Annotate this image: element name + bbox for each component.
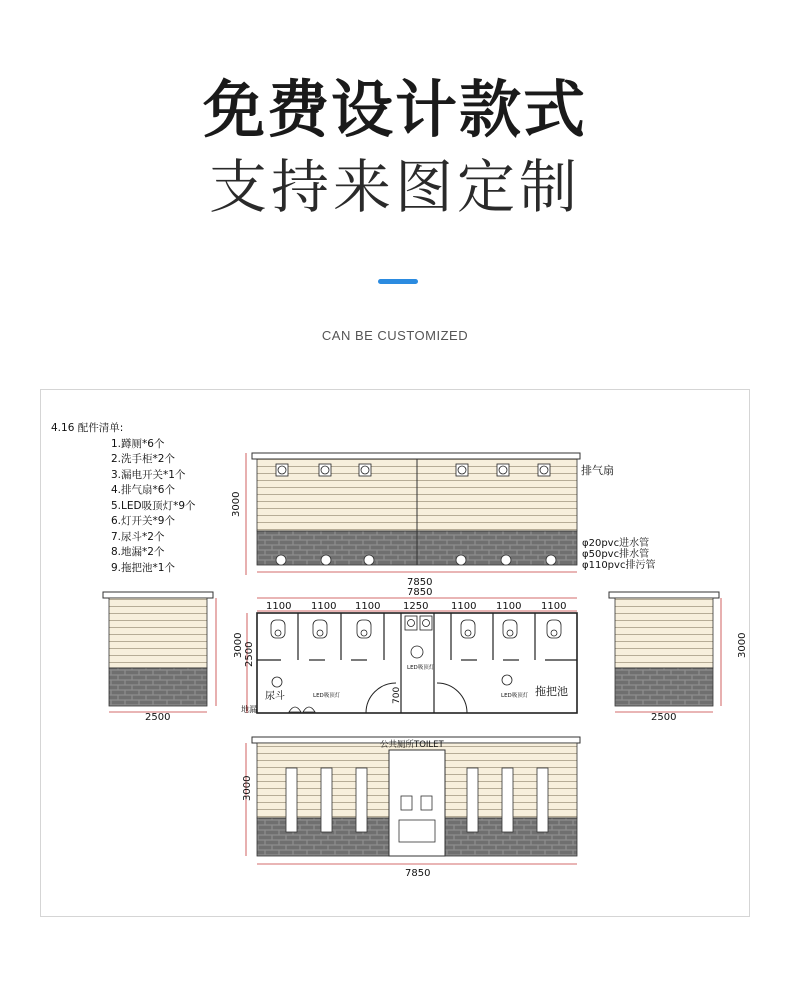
parts-list-title: 4.16 配件清单: <box>51 422 124 434</box>
page-title: 免费设计款式 <box>202 73 587 146</box>
exhaust-fan-label: 排气扇 <box>581 464 614 477</box>
parts-list <box>51 421 196 576</box>
front-elevation <box>231 453 655 588</box>
toilet-sign: 公共厕所TOILET <box>380 740 444 750</box>
parts-item: 5.LED吸顶灯*9个 <box>111 499 196 512</box>
side-elevation-left <box>103 592 244 723</box>
tagline: CAN BE CUSTOMIZED <box>321 328 469 343</box>
plan-seg-2: 1100 <box>311 601 337 612</box>
side-right-height-dim: 3000 <box>737 632 748 658</box>
accent-bar <box>378 279 418 284</box>
plan-depth-dim: 2500 <box>244 641 255 667</box>
led-light-label-2: LED吸顶灯 <box>313 693 341 699</box>
pipe-in-label: φ20pvc进水管 <box>582 538 650 549</box>
plan-total-dim: 7850 <box>407 587 433 598</box>
plan-seg-7: 1100 <box>541 601 567 612</box>
front-height-dim: 3000 <box>231 491 242 517</box>
floor-plan <box>241 587 577 714</box>
side-elevation-right <box>609 592 748 723</box>
parts-item: 8.地漏*2个 <box>111 546 165 558</box>
back-width-dim: 7850 <box>405 868 431 879</box>
urinal-label: 尿斗 <box>265 691 285 702</box>
parts-item: 4.排气扇*6个 <box>111 484 175 496</box>
back-elevation <box>242 737 580 879</box>
pipe-sewage-label: φ110pvc排污管 <box>582 560 656 571</box>
plan-seg-1: 1100 <box>266 601 292 612</box>
led-light-label-1: LED吸顶灯 <box>407 665 435 671</box>
parts-item: 2.洗手柜*2个 <box>111 453 175 465</box>
plan-seg-5: 1100 <box>451 601 477 612</box>
door-width-dim: 700 <box>392 686 402 704</box>
parts-item: 3.漏电开关*1个 <box>111 468 186 481</box>
led-light-label-3: LED吸顶灯 <box>501 693 529 699</box>
side-left-height-dim: 3000 <box>233 632 244 658</box>
page-subtitle: 支持来图定制 <box>208 153 581 221</box>
parts-item: 9.拖把池*1个 <box>111 561 175 574</box>
mop-pool-label: 拖把池 <box>535 685 568 698</box>
plan-seg-4: 1250 <box>403 601 429 612</box>
side-right-width-dim: 2500 <box>651 712 677 723</box>
parts-item: 7.尿斗*2个 <box>111 530 165 543</box>
plan-seg-6: 1100 <box>496 601 522 612</box>
parts-item: 1.蹲厕*6个 <box>111 437 165 450</box>
back-height-dim: 3000 <box>242 775 253 801</box>
plan-seg-3: 1100 <box>355 601 381 612</box>
front-width-dim: 7850 <box>407 577 433 588</box>
drawing-frame <box>40 389 750 917</box>
floor-drain-label: 地漏 <box>241 705 257 714</box>
parts-item: 6.灯开关*9个 <box>111 515 175 527</box>
side-left-width-dim: 2500 <box>145 712 171 723</box>
pipe-drain-label: φ50pvc排水管 <box>582 549 650 560</box>
